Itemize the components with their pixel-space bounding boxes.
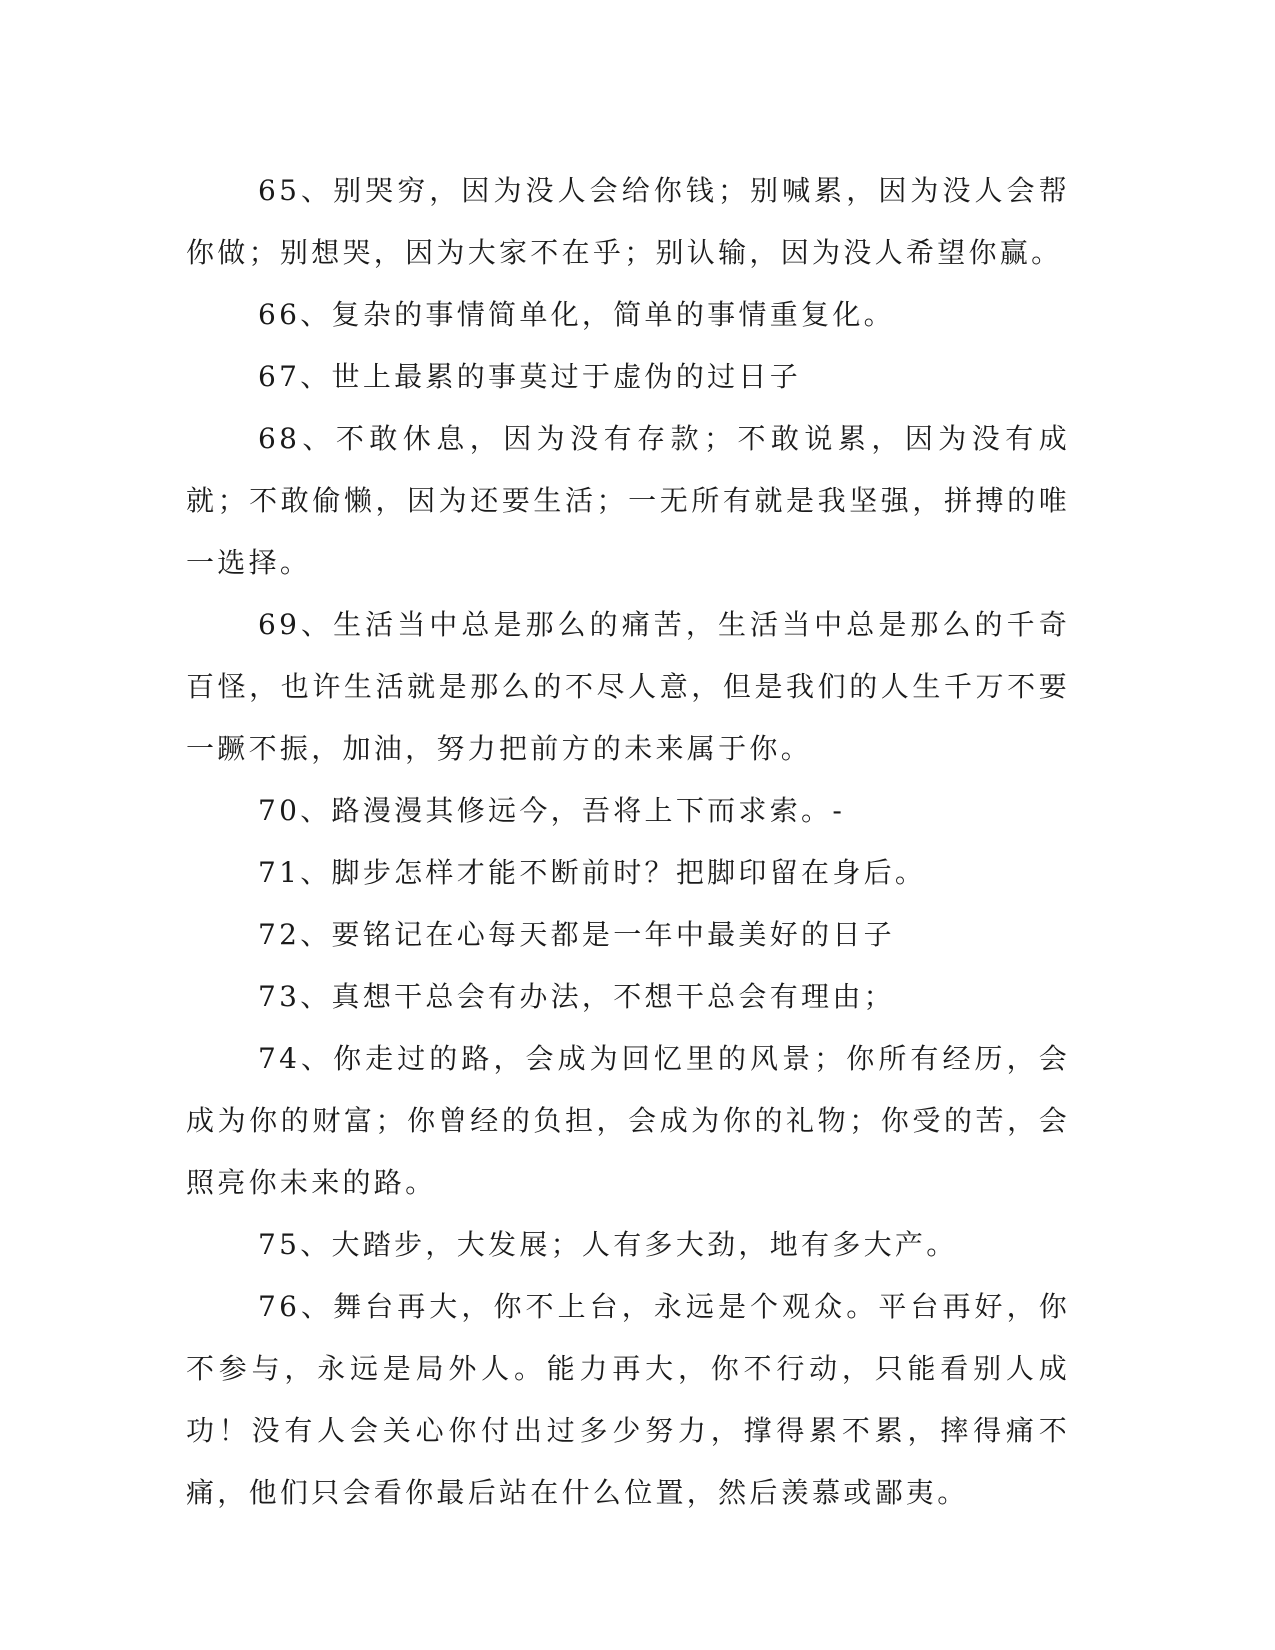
paragraph-65: 65、别哭穷，因为没人会给你钱；别喊累，因为没人会帮你做；别想哭，因为大家不在乎；别认输，因为没人希望你赢。 [186, 174, 1070, 269]
paragraph-71: 71、脚步怎样才能不断前时？把脚印留在身后。 [258, 856, 927, 889]
paragraph-67: 67、世上最累的事莫过于虚伪的过日子 [258, 360, 802, 393]
document-body [186, 160, 1070, 1524]
paragraph-66: 66、复杂的事情简单化，简单的事情重复化。 [258, 298, 895, 331]
paragraph-68: 68、不敢休息，因为没有存款；不敢说累，因为没有成就；不敢偷懒，因为还要生活；一无所有就是我坚强，拼搏的唯一选择。 [186, 422, 1070, 579]
paragraph-74: 74、你走过的路，会成为回忆里的风景；你所有经历，会成为你的财富；你曾经的负担，会成为你的礼物；你受的苦，会照亮你未来的路。 [186, 1042, 1070, 1199]
paragraph-70: 70、路漫漫其修远今，吾将上下而求索。- [258, 794, 846, 827]
paragraph-76: 76、舞台再大，你不上台，永远是个观众。平台再好，你不参与，永远是局外人。能力再大，你不行动，只能看别人成功！没有人会关心你付出过多少努力，撑得累不累，摔得痛不痛，他们只会看你最后站在什么位置，然后羡慕或鄙夷。 [186, 1290, 1070, 1509]
paragraph-73: 73、真想干总会有办法，不想干总会有理由； [258, 980, 895, 1013]
paragraph-69: 69、生活当中总是那么的痛苦，生活当中总是那么的千奇百怪，也许生活就是那么的不尽人意，但是我们的人生千万不要一蹶不振，加油，努力把前方的未来属于你。 [186, 608, 1070, 765]
paragraph-72: 72、要铭记在心每天都是一年中最美好的日子 [258, 918, 895, 951]
paragraph-75: 75、大踏步，大发展；人有多大劲，地有多大产。 [258, 1228, 958, 1261]
